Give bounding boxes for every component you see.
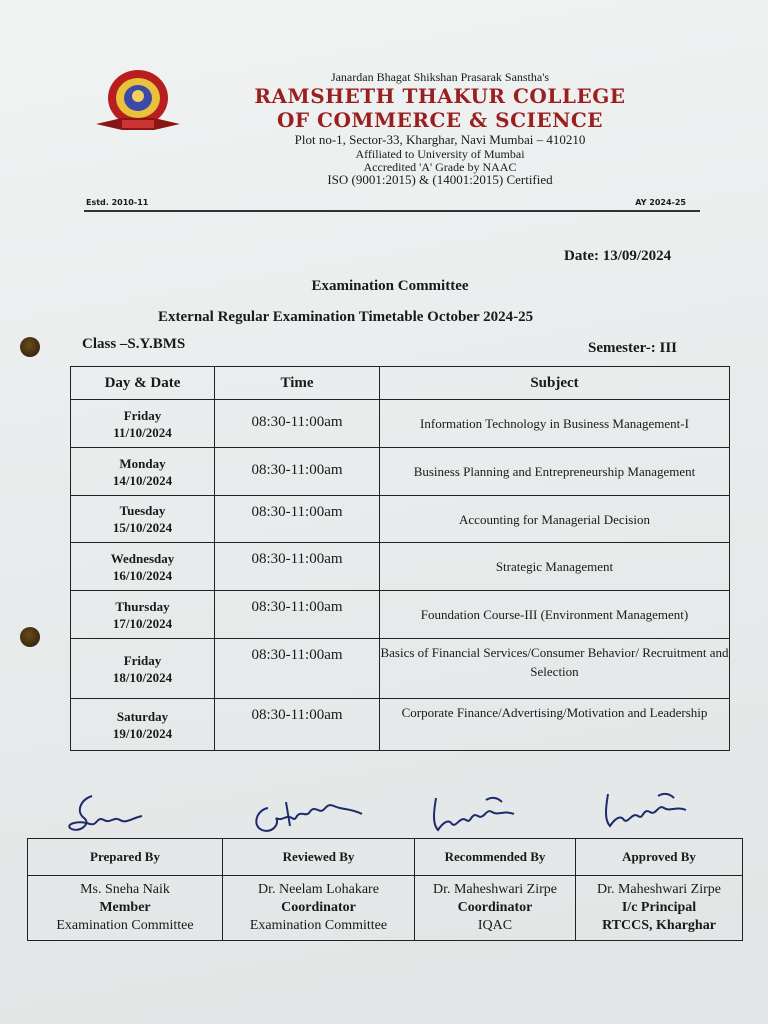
signatory-approved — [576, 876, 743, 941]
signatory-title: Coordinator — [457, 900, 533, 915]
signatory-title: I/c Principal — [621, 900, 697, 915]
table-row — [71, 591, 730, 639]
day-date-cell — [71, 699, 215, 751]
exam-date: 15/10/2024 — [112, 520, 173, 535]
committee-heading: Examination Committee — [311, 278, 469, 294]
punch-hole — [20, 627, 40, 647]
day: Wednesday — [110, 550, 175, 566]
day: Thursday — [115, 598, 170, 614]
timetable — [70, 366, 730, 751]
subject-cell: Corporate Finance/Advertising/Motivation and Leadership — [380, 699, 730, 751]
iso-certification: ISO (9001:2015) & (14001:2015) Certified — [327, 172, 553, 187]
subject-cell: Basics of Financial Services/Consumer Behavior/ Recruitment and Selection — [380, 639, 730, 699]
signatory-dept: Examination Committee — [249, 918, 388, 933]
role-recommended: Recommended By — [415, 839, 576, 876]
signatory-prepared — [28, 876, 223, 941]
table-row — [71, 400, 730, 448]
time-cell: 08:30-11:00am — [215, 591, 380, 639]
role-approved: Approved By — [576, 839, 743, 876]
signatory-dept: RTCCS, Kharghar — [602, 918, 716, 933]
role-prepared: Prepared By — [28, 839, 223, 876]
signatory-title: Coordinator — [281, 900, 356, 915]
signatory-reviewed — [223, 876, 415, 941]
established-year: Estd. 2010-11 — [86, 198, 149, 207]
college-name-line1: RAMSHETH THAKUR COLLEGE — [254, 84, 626, 108]
exam-date: 18/10/2024 — [112, 669, 173, 685]
day-date-cell — [71, 591, 215, 639]
day-date-cell — [71, 639, 215, 699]
table-row — [71, 496, 730, 543]
college-logo — [92, 66, 184, 138]
college-address: Plot no-1, Sector-33, Kharghar, Navi Mumbai – 410210 — [294, 132, 586, 147]
signatory-role-row — [28, 839, 743, 876]
day: Tuesday — [119, 503, 166, 518]
column-header: Day & Date — [71, 367, 215, 400]
timetable-title: External Regular Examination Timetable October 2024-25 — [158, 309, 534, 325]
day: Monday — [119, 455, 166, 471]
time-cell: 08:30-11:00am — [215, 400, 380, 448]
subject-cell: Foundation Course-III (Environment Management) — [380, 591, 730, 639]
signatory-name: Dr. Neelam Lohakare — [258, 882, 379, 897]
day-date-cell — [71, 448, 215, 496]
signature-recommended — [426, 790, 526, 840]
exam-date: 17/10/2024 — [112, 615, 173, 631]
column-header: Subject — [380, 367, 730, 400]
exam-date: 19/10/2024 — [112, 725, 173, 741]
table-row — [71, 699, 730, 751]
subject-cell: Information Technology in Business Management-I — [380, 400, 730, 448]
time-cell: 08:30-11:00am — [215, 496, 380, 543]
day: Friday — [123, 407, 162, 423]
header-divider — [84, 210, 700, 212]
subject-cell: Accounting for Managerial Decision — [380, 496, 730, 543]
table-header-row — [71, 367, 730, 400]
day: Friday — [123, 652, 162, 668]
class-label: Class –S.Y.BMS — [82, 336, 186, 352]
subject-cell: Business Planning and Entrepreneurship Management — [380, 448, 730, 496]
day-date-cell — [71, 543, 215, 591]
role-reviewed: Reviewed By — [223, 839, 415, 876]
time-cell: 08:30-11:00am — [215, 699, 380, 751]
table-row — [71, 639, 730, 699]
signature-prepared — [62, 790, 172, 840]
time-cell: 08:30-11:00am — [215, 448, 380, 496]
exam-date: 11/10/2024 — [113, 424, 172, 440]
exam-date: 14/10/2024 — [112, 472, 173, 488]
column-header: Time — [215, 367, 380, 400]
day: Saturday — [116, 708, 169, 724]
signatory-dept: Examination Committee — [56, 918, 194, 933]
signatory-dept: IQAC — [477, 918, 513, 933]
day-date-cell — [71, 400, 215, 448]
signatory-name: Dr. Maheshwari Zirpe — [432, 882, 558, 897]
academic-year: AY 2024-25 — [635, 198, 686, 207]
signatory-detail-row — [28, 876, 743, 941]
affiliation: Affiliated to University of Mumbai — [355, 147, 525, 161]
subject-cell: Strategic Management — [380, 543, 730, 591]
signatory-title: Member — [99, 900, 151, 915]
signatory-name: Dr. Maheshwari Zirpe — [596, 882, 722, 897]
notice-date: Date: 13/09/2024 — [564, 248, 672, 264]
time-cell: 08:30-11:00am — [215, 543, 380, 591]
table-row — [71, 543, 730, 591]
signatory-table — [27, 838, 743, 941]
signatory-recommended — [415, 876, 576, 941]
time-cell: 08:30-11:00am — [215, 639, 380, 699]
day-date-cell — [71, 496, 215, 543]
sanstha-name: Janardan Bhagat Shikshan Prasarak Sanstha's — [330, 70, 550, 84]
signature-reviewed — [246, 796, 376, 840]
accreditation: Accredited 'A' Grade by NAAC — [363, 160, 517, 174]
punch-hole — [20, 337, 40, 357]
signature-approved — [598, 786, 698, 836]
table-row — [71, 448, 730, 496]
college-name-line2: OF COMMERCE & SCIENCE — [276, 108, 604, 132]
signatory-name: Ms. Sneha Naik — [80, 882, 170, 897]
exam-date: 16/10/2024 — [112, 567, 173, 583]
semester-label: Semester-: III — [588, 340, 677, 356]
